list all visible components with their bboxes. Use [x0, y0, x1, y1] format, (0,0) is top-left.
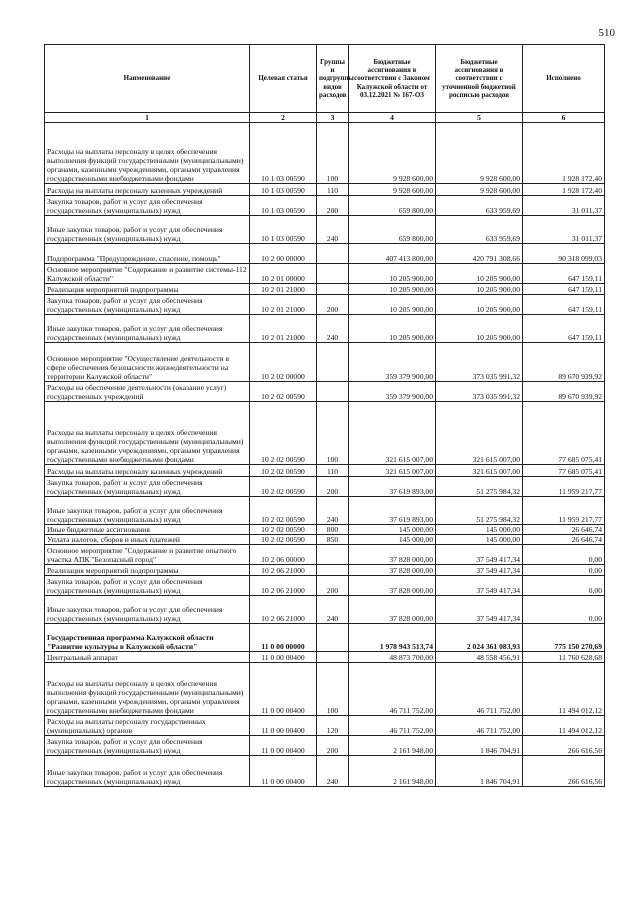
row-expense-group-cell: 110	[317, 184, 349, 196]
table-row	[45, 343, 605, 382]
row-name-cell: Основное мероприятие "Осуществление деятельности в сфере обеспечения безопасности жизнедеятельности на территории Калужской области"	[45, 343, 250, 382]
header-target-article: Целевая статья	[250, 45, 317, 113]
row-target-article-cell: 10 1 03 00590	[250, 196, 317, 216]
row-name-cell: Основное мероприятие "Содержание и развитие системы-112 Калужской области"	[45, 264, 250, 284]
row-expense-group-cell	[317, 244, 349, 264]
row-expense-group-cell: 100	[317, 402, 349, 465]
row-law-allocation-cell: 407 413 800,00	[349, 244, 436, 264]
row-target-article-cell: 10 2 06 21000	[250, 576, 317, 596]
row-law-allocation-cell: 321 615 007,00	[349, 402, 436, 465]
row-law-allocation-cell: 1 978 943 513,74	[349, 624, 436, 652]
row-executed-cell: 775 150 270,69	[523, 624, 605, 652]
row-target-article-cell: 10 2 02 00590	[250, 525, 317, 535]
row-name-cell: Иные закупки товаров, работ и услуг для обеспечения государственных (муниципальных) нужд	[45, 497, 250, 525]
row-law-allocation-cell: 321 615 007,00	[349, 465, 436, 477]
row-executed-cell: 89 670 939,92	[523, 382, 605, 402]
row-target-article-cell: 10 1 03 00590	[250, 216, 317, 244]
row-target-article-cell: 10 2 02 00590	[250, 465, 317, 477]
column-number: 4	[349, 113, 436, 123]
row-revised-allocation-cell: 373 035 991,32	[436, 343, 523, 382]
row-name-cell: Закупка товаров, работ и услуг для обеспечения государственных (муниципальных) нужд	[45, 196, 250, 216]
row-executed-cell: 11 959 217,77	[523, 477, 605, 497]
row-expense-group-cell: 200	[317, 736, 349, 756]
row-target-article-cell: 10 2 02 00590	[250, 477, 317, 497]
row-law-allocation-cell: 37 828 000,00	[349, 545, 436, 565]
row-law-allocation-cell: 10 205 900,00	[349, 264, 436, 284]
table-row	[45, 244, 605, 264]
row-revised-allocation-cell: 373 035 991,32	[436, 382, 523, 402]
row-name-cell: Закупка товаров, работ и услуг для обеспечения государственных (муниципальных) нужд	[45, 576, 250, 596]
row-name-cell: Государственная программа Калужской области "Развитие культуры в Калужской области"	[45, 624, 250, 652]
row-expense-group-cell: 800	[317, 525, 349, 535]
budget-execution-table	[44, 44, 605, 787]
table-row	[45, 624, 605, 652]
row-executed-cell: 0,00	[523, 576, 605, 596]
row-name-cell: Закупка товаров, работ и услуг для обеспечения государственных (муниципальных) нужд	[45, 736, 250, 756]
row-expense-group-cell	[317, 382, 349, 402]
table-body	[45, 123, 605, 787]
row-target-article-cell: 10 2 02 00000	[250, 343, 317, 382]
table-row	[45, 123, 605, 184]
row-name-cell: Иные бюджетные ассигнования	[45, 525, 250, 535]
row-target-article-cell: 11 0 00 00000	[250, 624, 317, 652]
row-name-cell: Реализация мероприятий подпрограммы	[45, 284, 250, 295]
row-target-article-cell: 11 0 00 00400	[250, 663, 317, 716]
row-executed-cell: 11 959 217,77	[523, 497, 605, 525]
column-number: 5	[436, 113, 523, 123]
row-expense-group-cell	[317, 545, 349, 565]
row-name-cell: Иные закупки товаров, работ и услуг для обеспечения государственных (муниципальных) нужд	[45, 216, 250, 244]
row-law-allocation-cell: 46 711 752,00	[349, 663, 436, 716]
row-executed-cell: 0,00	[523, 565, 605, 576]
row-executed-cell: 647 159,11	[523, 284, 605, 295]
table-row	[45, 663, 605, 716]
row-revised-allocation-cell: 2 024 361 083,93	[436, 624, 523, 652]
row-revised-allocation-cell: 46 711 752,00	[436, 716, 523, 736]
row-executed-cell: 77 685 075,41	[523, 402, 605, 465]
row-expense-group-cell: 240	[317, 596, 349, 624]
row-target-article-cell: 10 2 01 21000	[250, 284, 317, 295]
row-name-cell: Расходы на выплаты персоналу казенных учреждений	[45, 465, 250, 477]
row-target-article-cell: 11 0 00 00400	[250, 756, 317, 787]
row-expense-group-cell: 100	[317, 123, 349, 184]
row-target-article-cell: 10 2 02 00590	[250, 497, 317, 525]
row-executed-cell: 0,00	[523, 596, 605, 624]
row-name-cell: Закупка товаров, работ и услуг для обеспечения государственных (муниципальных) нужд	[45, 477, 250, 497]
row-name-cell: Расходы на выплаты персоналу в целях обеспечения выполнения функций государственными (муниципальными) органами, казенными учреждениями, органами управления государственными внебюджетными фондами	[45, 663, 250, 716]
row-law-allocation-cell: 659 800,00	[349, 216, 436, 244]
row-revised-allocation-cell: 321 615 007,00	[436, 402, 523, 465]
row-revised-allocation-cell: 145 000,00	[436, 525, 523, 535]
row-executed-cell: 1 928 172,40	[523, 123, 605, 184]
row-executed-cell: 647 159,11	[523, 295, 605, 315]
row-executed-cell: 26 646,74	[523, 535, 605, 545]
row-name-cell: Центральный аппарат	[45, 652, 250, 663]
row-revised-allocation-cell: 37 549 417,34	[436, 565, 523, 576]
row-revised-allocation-cell: 37 549 417,34	[436, 545, 523, 565]
row-revised-allocation-cell: 420 791 308,66	[436, 244, 523, 264]
table-row	[45, 402, 605, 465]
row-expense-group-cell	[317, 343, 349, 382]
row-law-allocation-cell: 145 000,00	[349, 535, 436, 545]
row-revised-allocation-cell: 633 959,69	[436, 216, 523, 244]
row-executed-cell: 31 011,37	[523, 216, 605, 244]
row-target-article-cell: 10 2 02 00590	[250, 382, 317, 402]
row-law-allocation-cell: 359 379 900,00	[349, 382, 436, 402]
row-executed-cell: 77 685 075,41	[523, 465, 605, 477]
table-row	[45, 295, 605, 315]
row-expense-group-cell: 200	[317, 196, 349, 216]
row-name-cell: Иные закупки товаров, работ и услуг для обеспечения государственных (муниципальных) нужд	[45, 596, 250, 624]
table-row	[45, 576, 605, 596]
table-row	[45, 264, 605, 284]
table-row	[45, 736, 605, 756]
table-row	[45, 477, 605, 497]
row-name-cell: Иные закупки товаров, работ и услуг для обеспечения государственных (муниципальных) нужд	[45, 315, 250, 343]
row-law-allocation-cell: 10 205 900,00	[349, 315, 436, 343]
table-row	[45, 184, 605, 196]
row-expense-group-cell	[317, 264, 349, 284]
column-number: 3	[317, 113, 349, 123]
column-number-row	[45, 113, 605, 123]
row-expense-group-cell: 110	[317, 465, 349, 477]
table-row	[45, 525, 605, 535]
row-expense-group-cell: 200	[317, 295, 349, 315]
row-law-allocation-cell: 48 873 700,00	[349, 652, 436, 663]
row-revised-allocation-cell: 10 205 900,00	[436, 295, 523, 315]
row-law-allocation-cell: 10 205 900,00	[349, 295, 436, 315]
header-executed: Исполнено	[523, 45, 605, 113]
row-revised-allocation-cell: 48 558 456,91	[436, 652, 523, 663]
header-name: Наименование	[45, 45, 250, 113]
row-name-cell: Расходы на выплаты персоналу государственных (муниципальных) органов	[45, 716, 250, 736]
row-target-article-cell: 10 2 01 21000	[250, 295, 317, 315]
table-row	[45, 284, 605, 295]
row-executed-cell: 90 318 099,03	[523, 244, 605, 264]
table-row	[45, 716, 605, 736]
row-law-allocation-cell: 2 161 948,00	[349, 756, 436, 787]
table-row	[45, 196, 605, 216]
row-expense-group-cell: 240	[317, 756, 349, 787]
row-executed-cell: 266 616,56	[523, 736, 605, 756]
row-name-cell: Подпрограмма "Предупреждение, спасение, помощь"	[45, 244, 250, 264]
row-expense-group-cell	[317, 284, 349, 295]
row-revised-allocation-cell: 51 275 984,32	[436, 497, 523, 525]
row-name-cell: Закупка товаров, работ и услуг для обеспечения государственных (муниципальных) нужд	[45, 295, 250, 315]
row-target-article-cell: 10 2 06 00000	[250, 545, 317, 565]
row-law-allocation-cell: 10 205 900,00	[349, 284, 436, 295]
row-revised-allocation-cell: 1 846 704,91	[436, 756, 523, 787]
row-target-article-cell: 10 2 02 00590	[250, 402, 317, 465]
row-revised-allocation-cell: 10 205 900,00	[436, 264, 523, 284]
header-revised-allocations: Бюджетные ассигнования в соответствии с уточненной бюджетной росписью расходов	[436, 45, 523, 113]
row-revised-allocation-cell: 145 000,00	[436, 535, 523, 545]
row-target-article-cell: 10 2 02 00590	[250, 535, 317, 545]
row-law-allocation-cell: 37 619 893,00	[349, 477, 436, 497]
row-executed-cell: 0,00	[523, 545, 605, 565]
page-number: 510	[598, 27, 615, 39]
row-name-cell: Реализация мероприятий подпрограммы	[45, 565, 250, 576]
table-row	[45, 315, 605, 343]
row-law-allocation-cell: 37 619 893,00	[349, 497, 436, 525]
column-number: 6	[523, 113, 605, 123]
row-executed-cell: 89 670 939,92	[523, 343, 605, 382]
column-number: 2	[250, 113, 317, 123]
row-expense-group-cell: 120	[317, 716, 349, 736]
row-expense-group-cell: 100	[317, 663, 349, 716]
table-row	[45, 216, 605, 244]
row-law-allocation-cell: 9 928 600,00	[349, 184, 436, 196]
row-expense-group-cell: 200	[317, 477, 349, 497]
row-revised-allocation-cell: 633 959,69	[436, 196, 523, 216]
row-target-article-cell: 10 2 06 21000	[250, 565, 317, 576]
row-target-article-cell: 10 1 03 00590	[250, 184, 317, 196]
row-expense-group-cell	[317, 652, 349, 663]
row-executed-cell: 1 928 172,40	[523, 184, 605, 196]
row-expense-group-cell: 240	[317, 216, 349, 244]
row-law-allocation-cell: 37 828 000,00	[349, 565, 436, 576]
row-revised-allocation-cell: 37 549 417,34	[436, 596, 523, 624]
table-row	[45, 565, 605, 576]
row-name-cell: Основное мероприятие "Содержание и развитие опытного участка АПК "Безопасный город"	[45, 545, 250, 565]
row-executed-cell: 11 760 628,68	[523, 652, 605, 663]
row-revised-allocation-cell: 10 205 900,00	[436, 284, 523, 295]
row-executed-cell: 26 646,74	[523, 525, 605, 535]
row-revised-allocation-cell: 46 711 752,00	[436, 663, 523, 716]
row-executed-cell: 647 159,11	[523, 315, 605, 343]
row-revised-allocation-cell: 37 549 417,34	[436, 576, 523, 596]
table-row	[45, 535, 605, 545]
table-header-row	[45, 45, 605, 113]
row-name-cell: Иные закупки товаров, работ и услуг для обеспечения государственных (муниципальных) нужд	[45, 756, 250, 787]
table-row	[45, 596, 605, 624]
table-row	[45, 652, 605, 663]
row-executed-cell: 11 494 012,12	[523, 716, 605, 736]
row-target-article-cell: 10 2 01 21000	[250, 315, 317, 343]
row-target-article-cell: 10 2 01 00000	[250, 264, 317, 284]
row-revised-allocation-cell: 10 205 900,00	[436, 315, 523, 343]
table-row	[45, 382, 605, 402]
row-target-article-cell: 10 2 00 00000	[250, 244, 317, 264]
row-law-allocation-cell: 659 800,00	[349, 196, 436, 216]
row-law-allocation-cell: 46 711 752,00	[349, 716, 436, 736]
row-expense-group-cell: 200	[317, 576, 349, 596]
table-row	[45, 465, 605, 477]
table-row	[45, 756, 605, 787]
row-name-cell: Расходы на выплаты персоналу в целях обеспечения выполнения функций государственными (муниципальными) органами, казенными учреждениями, органами управления государственными внебюджетными фондами	[45, 402, 250, 465]
header-expense-group: Группы и подгруппы видов расходов	[317, 45, 349, 113]
row-expense-group-cell: 240	[317, 315, 349, 343]
column-number: 1	[45, 113, 250, 123]
row-target-article-cell: 11 0 00 00400	[250, 716, 317, 736]
row-law-allocation-cell: 145 000,00	[349, 525, 436, 535]
row-revised-allocation-cell: 51 275 984,32	[436, 477, 523, 497]
row-executed-cell: 647 159,11	[523, 264, 605, 284]
row-revised-allocation-cell: 9 928 600,00	[436, 123, 523, 184]
row-executed-cell: 31 011,37	[523, 196, 605, 216]
row-target-article-cell: 11 0 00 00400	[250, 736, 317, 756]
table-row	[45, 545, 605, 565]
table-row	[45, 497, 605, 525]
row-name-cell: Расходы на выплаты персоналу в целях обеспечения выполнения функций государственными (муниципальными) органами, казенными учреждениями, органами управления государственными внебюджетными фондами	[45, 123, 250, 184]
row-executed-cell: 266 616,56	[523, 756, 605, 787]
row-expense-group-cell	[317, 565, 349, 576]
row-expense-group-cell	[317, 624, 349, 652]
header-law-allocations: Бюджетные ассигнования в соответствии с Законом Калужской области от 03.12.2021 № 167-ОЗ	[349, 45, 436, 113]
row-law-allocation-cell: 9 928 600,00	[349, 123, 436, 184]
row-revised-allocation-cell: 9 928 600,00	[436, 184, 523, 196]
row-law-allocation-cell: 2 161 948,00	[349, 736, 436, 756]
row-expense-group-cell: 240	[317, 497, 349, 525]
row-name-cell: Расходы на выплаты персоналу казенных учреждений	[45, 184, 250, 196]
row-target-article-cell: 11 0 00 00400	[250, 652, 317, 663]
row-law-allocation-cell: 359 379 900,00	[349, 343, 436, 382]
row-name-cell: Расходы на обеспечение деятельности (оказание услуг) государственных учреждений	[45, 382, 250, 402]
row-revised-allocation-cell: 321 615 007,00	[436, 465, 523, 477]
row-law-allocation-cell: 37 828 000,00	[349, 596, 436, 624]
row-name-cell: Уплата налогов, сборов и иных платежей	[45, 535, 250, 545]
row-expense-group-cell: 850	[317, 535, 349, 545]
row-target-article-cell: 10 1 03 00590	[250, 123, 317, 184]
row-target-article-cell: 10 2 06 21000	[250, 596, 317, 624]
row-law-allocation-cell: 37 828 000,00	[349, 576, 436, 596]
row-executed-cell: 11 494 012,12	[523, 663, 605, 716]
row-revised-allocation-cell: 1 846 704,91	[436, 736, 523, 756]
